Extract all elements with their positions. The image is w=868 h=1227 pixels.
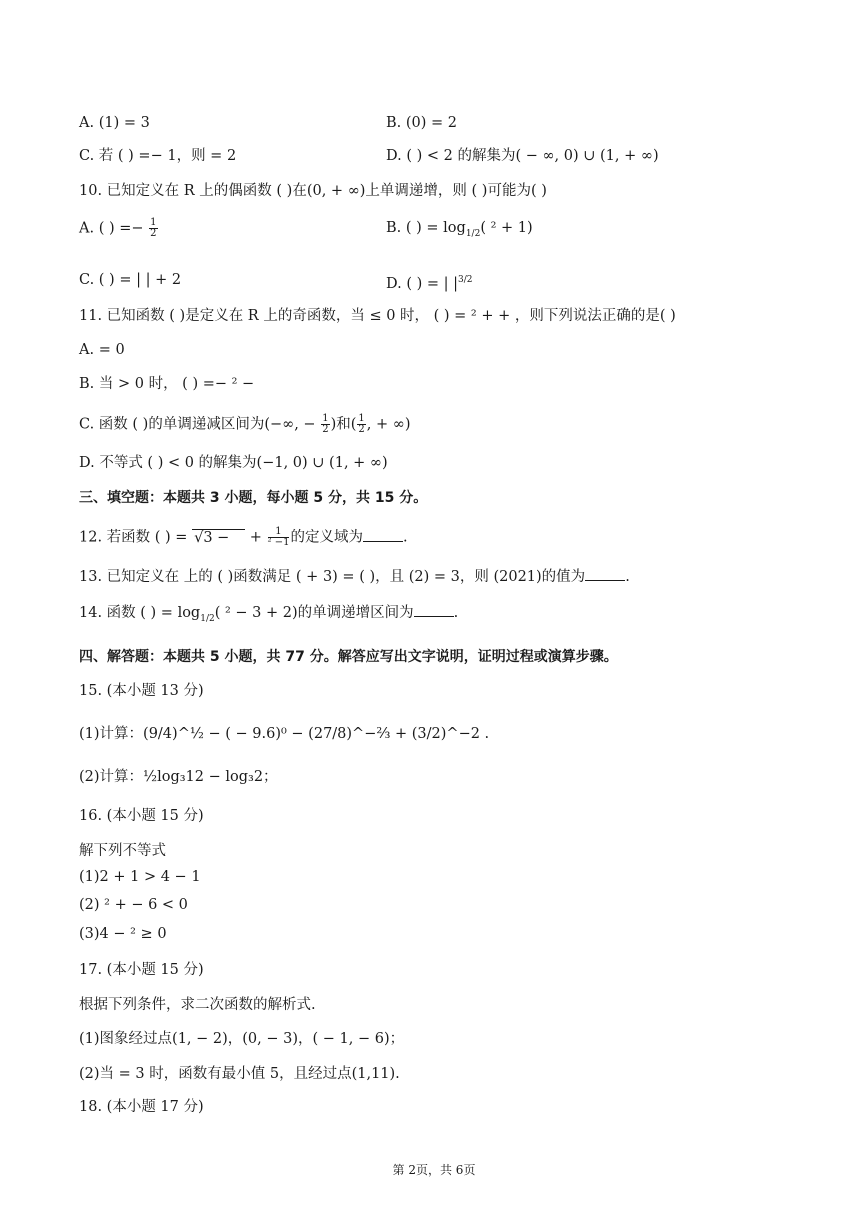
q16-heading: 16. (本小题 15 分) (79, 808, 204, 824)
q10-option-b (386, 218, 533, 244)
q9-option-d: D. ( ) < 2 的解集为( − ∞, 0) ∪ (1, + ∞) (386, 148, 659, 164)
q16-part-1: (1)2 + 1 > 4 − 1 (79, 869, 201, 885)
q13-text: 13. 已知定义在 上的 ( )函数满足 ( + 3) = ( )，且 (2) = 3，则 (2021)的值为 (79, 569, 586, 585)
q17-heading: 17. (本小题 15 分) (79, 962, 204, 978)
q9-option-c: C. 若 ( ) =− 1，则 = 2 (79, 148, 237, 164)
q11-c-mid: )和( (330, 416, 357, 433)
q17-part-2: (2)当 = 3 时，函数有最小值 5，且经过点(1,11). (79, 1066, 400, 1082)
log-base: 1/2 (200, 613, 215, 624)
q9-option-b: B. (0) = 2 (386, 115, 458, 131)
q14-text: 14. 函数 ( ) = log (79, 605, 201, 621)
section-3-heading: 三、填空题：本题共 3 小题，每小题 5 分，共 15 分。 (79, 490, 428, 506)
frac-numerator: 1 (358, 413, 365, 424)
answer-blank (585, 568, 625, 581)
q16-part-2: (2) ² + − 6 < 0 (79, 897, 188, 913)
frac-numerator: 1 (150, 217, 157, 228)
page-footer: 第 2页，共 6页 (392, 1163, 476, 1177)
frac-numerator: 1 (322, 413, 329, 424)
q12-text: 12. 若函数 ( ) = (79, 529, 188, 546)
q10-stem: 10. 已知定义在 R 上的偶函数 ( )在(0, + ∞)上单调递增，则 ( )可能为( ) (79, 183, 547, 199)
q10-option-d (386, 270, 472, 294)
q12-post: 的定义域为 (290, 529, 363, 546)
q10-b-arg: ( ² + 1) (480, 220, 533, 236)
q12 (79, 527, 408, 548)
q10-a-text: A. ( ) =− (79, 220, 144, 237)
log-base: 1/2 (465, 228, 481, 239)
q15-heading: 15. (本小题 13 分) (79, 683, 204, 699)
q17-intro: 根据下列条件，求二次函数的解析式. (79, 997, 316, 1013)
q11-option-b: B. 当 > 0 时， ( ) =− ² − (79, 376, 255, 392)
q11-c-text: C. 函数 ( )的单调递减区间为(−∞, − (79, 416, 316, 433)
frac-denominator: 2 (150, 228, 157, 239)
q10-d-text: D. ( ) = | | (386, 275, 458, 292)
q16-intro: 解下列不等式 (79, 843, 166, 859)
q11-c-frac-2 (357, 414, 365, 435)
q11-c-frac-1 (321, 414, 329, 435)
q17-part-1: (1)图象经过点(1, − 2)，(0, − 3)，( − 1, − 6)； (79, 1031, 405, 1047)
q11-option-d: D. 不等式 ( ) < 0 的解集为(−1, 0) ∪ (1, + ∞) (79, 455, 388, 471)
q10-a-fraction (149, 218, 157, 239)
q11-c-post: , + ∞) (366, 416, 411, 433)
sqrt-body: 3 − (203, 529, 230, 546)
q14-post: ( ² − 3 + 2)的单调递增区间为 (214, 605, 414, 621)
plus-sign: + (249, 529, 262, 546)
q11-option-c (79, 414, 411, 435)
q15-part-1: (1)计算：(9/4)^½ − ( − 9.6)⁰ − (27/8)^−⅔ + (3/2)^−2 . (79, 726, 490, 742)
frac-numerator: 1 (268, 527, 290, 538)
q18-heading: 18. (本小题 17 分) (79, 1099, 204, 1115)
q15-part-2: (2)计算：½log₃12 − log₃2； (79, 769, 278, 785)
q12-fraction (268, 527, 290, 548)
q10-option-a (79, 218, 159, 239)
q9-option-a: A. (1) = 3 (79, 115, 150, 131)
frac-denominator: 2 (322, 424, 329, 435)
section-4-heading: 四、解答题：本题共 5 小题，共 77 分。解答应写出文字说明，证明过程或演算步骤。 (79, 649, 618, 665)
q10-b-text: B. ( ) = log (386, 220, 466, 236)
period: . (625, 569, 630, 585)
period: . (453, 605, 459, 621)
frac-denominator: 2 (358, 424, 365, 435)
answer-blank (414, 604, 454, 617)
q11-option-a: A. = 0 (79, 342, 125, 358)
q11-stem: 11. 已知函数 ( )是定义在 R 上的奇函数，当 ≤ 0 时， ( ) = ² + + ，则下列说法正确的是( ) (79, 308, 676, 324)
q10-option-c: C. ( ) = | | + 2 (79, 272, 182, 288)
exponent: 3/2 (458, 275, 473, 285)
period: . (402, 529, 408, 546)
frac-denominator: ² −1 (267, 537, 290, 548)
q14 (79, 603, 458, 629)
q16-part-3: (3)4 − ² ≥ 0 (79, 926, 167, 942)
q13 (79, 567, 630, 587)
sqrt-expression: √3 − (192, 529, 245, 546)
answer-blank (363, 529, 403, 542)
